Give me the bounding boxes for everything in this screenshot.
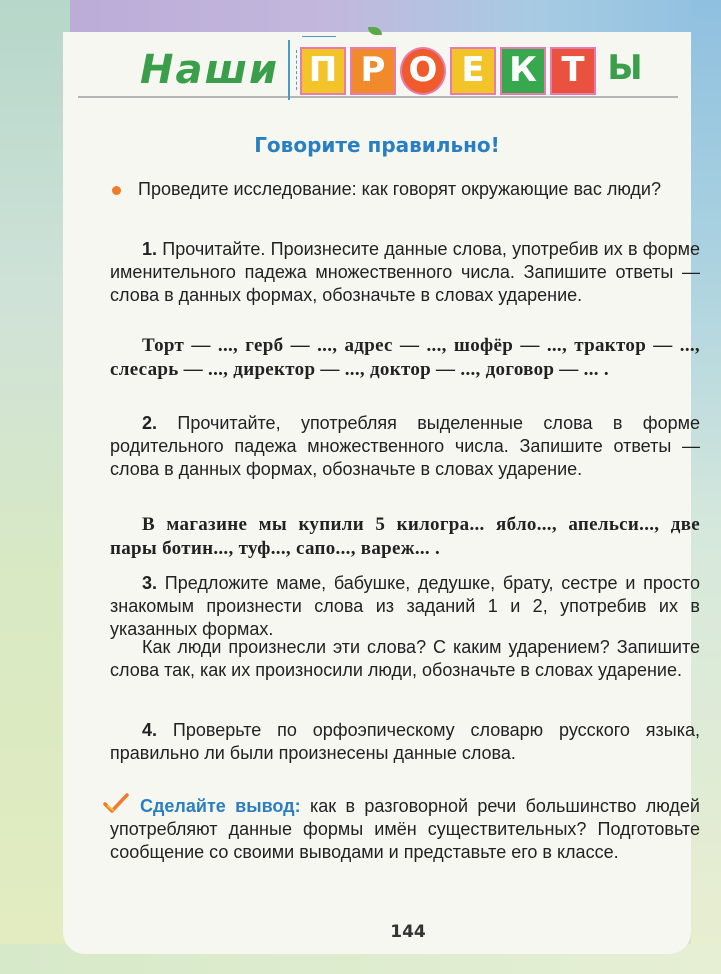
task1-number: 1. [142, 239, 158, 259]
task2-number: 2. [142, 413, 158, 433]
task3-text [110, 572, 700, 641]
header-letter-t: Т [550, 47, 596, 95]
task3-number: 3. [142, 573, 158, 593]
task2-text [110, 412, 700, 481]
task4-number: 4. [142, 720, 158, 740]
header-letter-y: Ы [607, 48, 643, 88]
task1-words: Торт — ..., герб — ..., адрес — ..., шофёр — ..., трактор — ..., слесарь — ..., директор — ..., доктор — ..., договор — ... . [110, 335, 700, 380]
task1-body: Прочитайте. Произнесите данные слова, употребив их в форме именительного падежа множественного числа. Запишите ответы — слова в данных формах, обозначьте в словах ударение. [110, 239, 700, 305]
ruler-icon [288, 40, 290, 100]
conclusion-body: как в разговорной речи большинство людей употребляют данные формы имён существительных? Подготовьте сообщение со своими выводами и представьте его в классе. [110, 796, 700, 862]
conclusion-text [110, 795, 700, 864]
ruler-dash-icon [296, 50, 297, 90]
task1-text [110, 238, 700, 307]
page-left-border [0, 0, 70, 974]
task3-text2: Как люди произнесли эти слова? С каким ударением? Запишите слова так, как их произносили люди, обозначьте в словах ударение. [110, 637, 700, 680]
header-letter-p: П [300, 47, 346, 95]
header-nashi: Наши [140, 47, 279, 93]
header-letter-e: Е [450, 47, 496, 95]
task3-body: Предложите маме, бабушке, дедушке, брату, сестре и просто знакомым произнести слова из заданий 1 и 2, употребив их в указанных формах. [110, 573, 700, 639]
task2-words: В магазине мы купили 5 килогра... ябло..., апельси..., две пары ботин..., туф..., сапо..., вареж... . [110, 514, 700, 559]
page-title: Говорите правильно! [254, 133, 500, 157]
header-divider [78, 96, 678, 98]
task2-body: Прочитайте, употребляя выделенные слова в форме родительного падежа множественного числа. Запишите ответы — слова в данных формах, обозначьте в словах ударение. [110, 413, 700, 479]
intro-text: Проведите исследование: как говорят окружающие вас люди? [138, 179, 661, 199]
header-letter-k: К [500, 47, 546, 95]
task4-body: Проверьте по орфоэпическому словарю русского языка, правильно ли были произнесены данные слова. [110, 720, 700, 763]
conclusion-label: Сделайте вывод: [140, 796, 301, 816]
task4-text [110, 719, 700, 765]
header-letter-r: Р [350, 47, 396, 95]
header-letter-o: О [400, 47, 446, 95]
ruler-top-icon [302, 36, 336, 37]
page-number: 144 [390, 922, 426, 942]
